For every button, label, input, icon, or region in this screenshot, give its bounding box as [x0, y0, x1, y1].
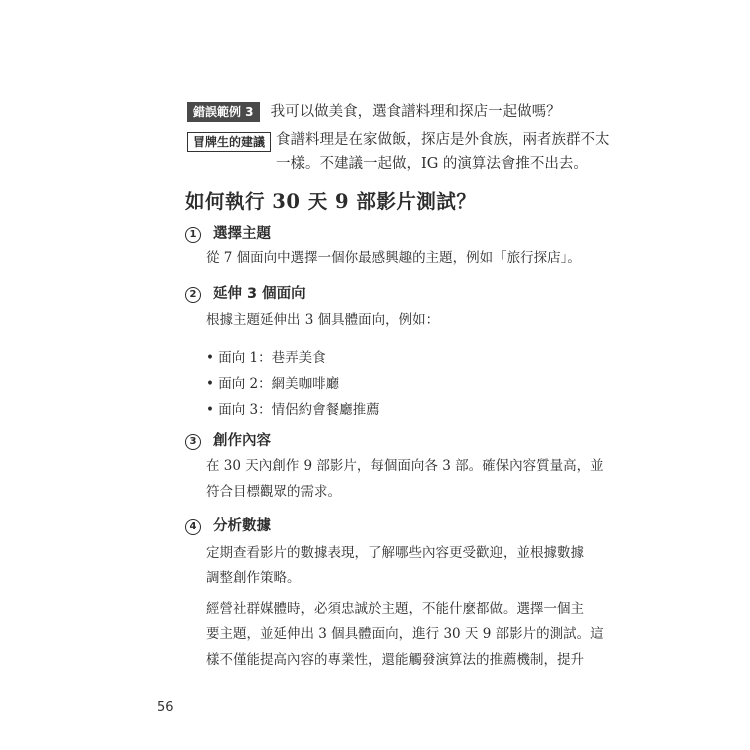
advice-badge: 冒牌生的建議 — [187, 132, 271, 152]
advice-line-2: 一樣。不建議一起做，IG 的演算法會推不出去。 — [276, 156, 588, 172]
closing-line-1: 經營社群媒體時，必須忠誠於主題，不能什麼都做。選擇一個主 — [206, 601, 584, 617]
step-2-heading — [185, 282, 306, 303]
step-3-body-1: 在 30 天內創作 9 部影片，每個面向各 3 部。確保內容質量高，並 — [206, 458, 604, 474]
error-example-badge: 錯誤範例 3 — [187, 102, 260, 122]
step-2-body: 根據主題延伸出 3 個具體面向，例如： — [206, 312, 440, 328]
step-1-heading — [185, 222, 271, 243]
section-title: 如何執行 30 天 9 部影片測試？ — [185, 190, 477, 213]
bullet-text: 面向 1：巷弄美食 — [218, 350, 326, 366]
step-1-title: 選擇主題 — [213, 226, 271, 242]
step-4-number: 4 — [185, 519, 201, 535]
bullet-dot: • — [206, 402, 219, 418]
step-3-number: 3 — [185, 434, 201, 450]
bullet-text: 面向 3：情侶約會餐廳推薦 — [218, 402, 380, 418]
step-4-title: 分析數據 — [213, 518, 271, 534]
error-example — [187, 100, 561, 122]
step-3-title: 創作內容 — [213, 433, 271, 449]
step-3-body-2: 符合目標觀眾的需求。 — [206, 484, 341, 500]
step-1-number: 1 — [185, 227, 201, 243]
bullet-text: 面向 2：網美咖啡廳 — [218, 376, 340, 392]
bullet-dot: • — [206, 350, 219, 366]
step-4-heading — [185, 514, 271, 535]
step-4-body-2: 調整創作策略。 — [206, 570, 301, 586]
closing-line-3: 樣不僅能提高內容的專業性，還能觸發演算法的推薦機制，提升 — [206, 652, 584, 668]
page-number: 56 — [157, 700, 174, 715]
step-2-bullet-2 — [206, 372, 339, 392]
error-example-question: 我可以做美食，選食譜料理和探店一起做嗎？ — [270, 104, 561, 120]
advice-line-1: 食譜料理是在家做飯，探店是外食族，兩者族群不太 — [276, 132, 610, 148]
bullet-dot: • — [206, 376, 219, 392]
step-1-body: 從 7 個面向中選擇一個你最感興趣的主題，例如「旅行探店」。 — [206, 250, 581, 266]
step-2-title: 延伸 3 個面向 — [213, 286, 306, 302]
step-2-bullet-3 — [206, 398, 380, 418]
step-4-body-1: 定期查看影片的數據表現，了解哪些內容更受歡迎，並根據數據 — [206, 545, 584, 561]
step-2-bullet-1 — [206, 346, 326, 366]
closing-line-2: 要主題，並延伸出 3 個具體面向，進行 30 天 9 部影片的測試。這 — [206, 626, 604, 642]
step-2-number: 2 — [185, 287, 201, 303]
step-3-heading — [185, 429, 271, 450]
advice-badge-wrap — [187, 131, 271, 152]
